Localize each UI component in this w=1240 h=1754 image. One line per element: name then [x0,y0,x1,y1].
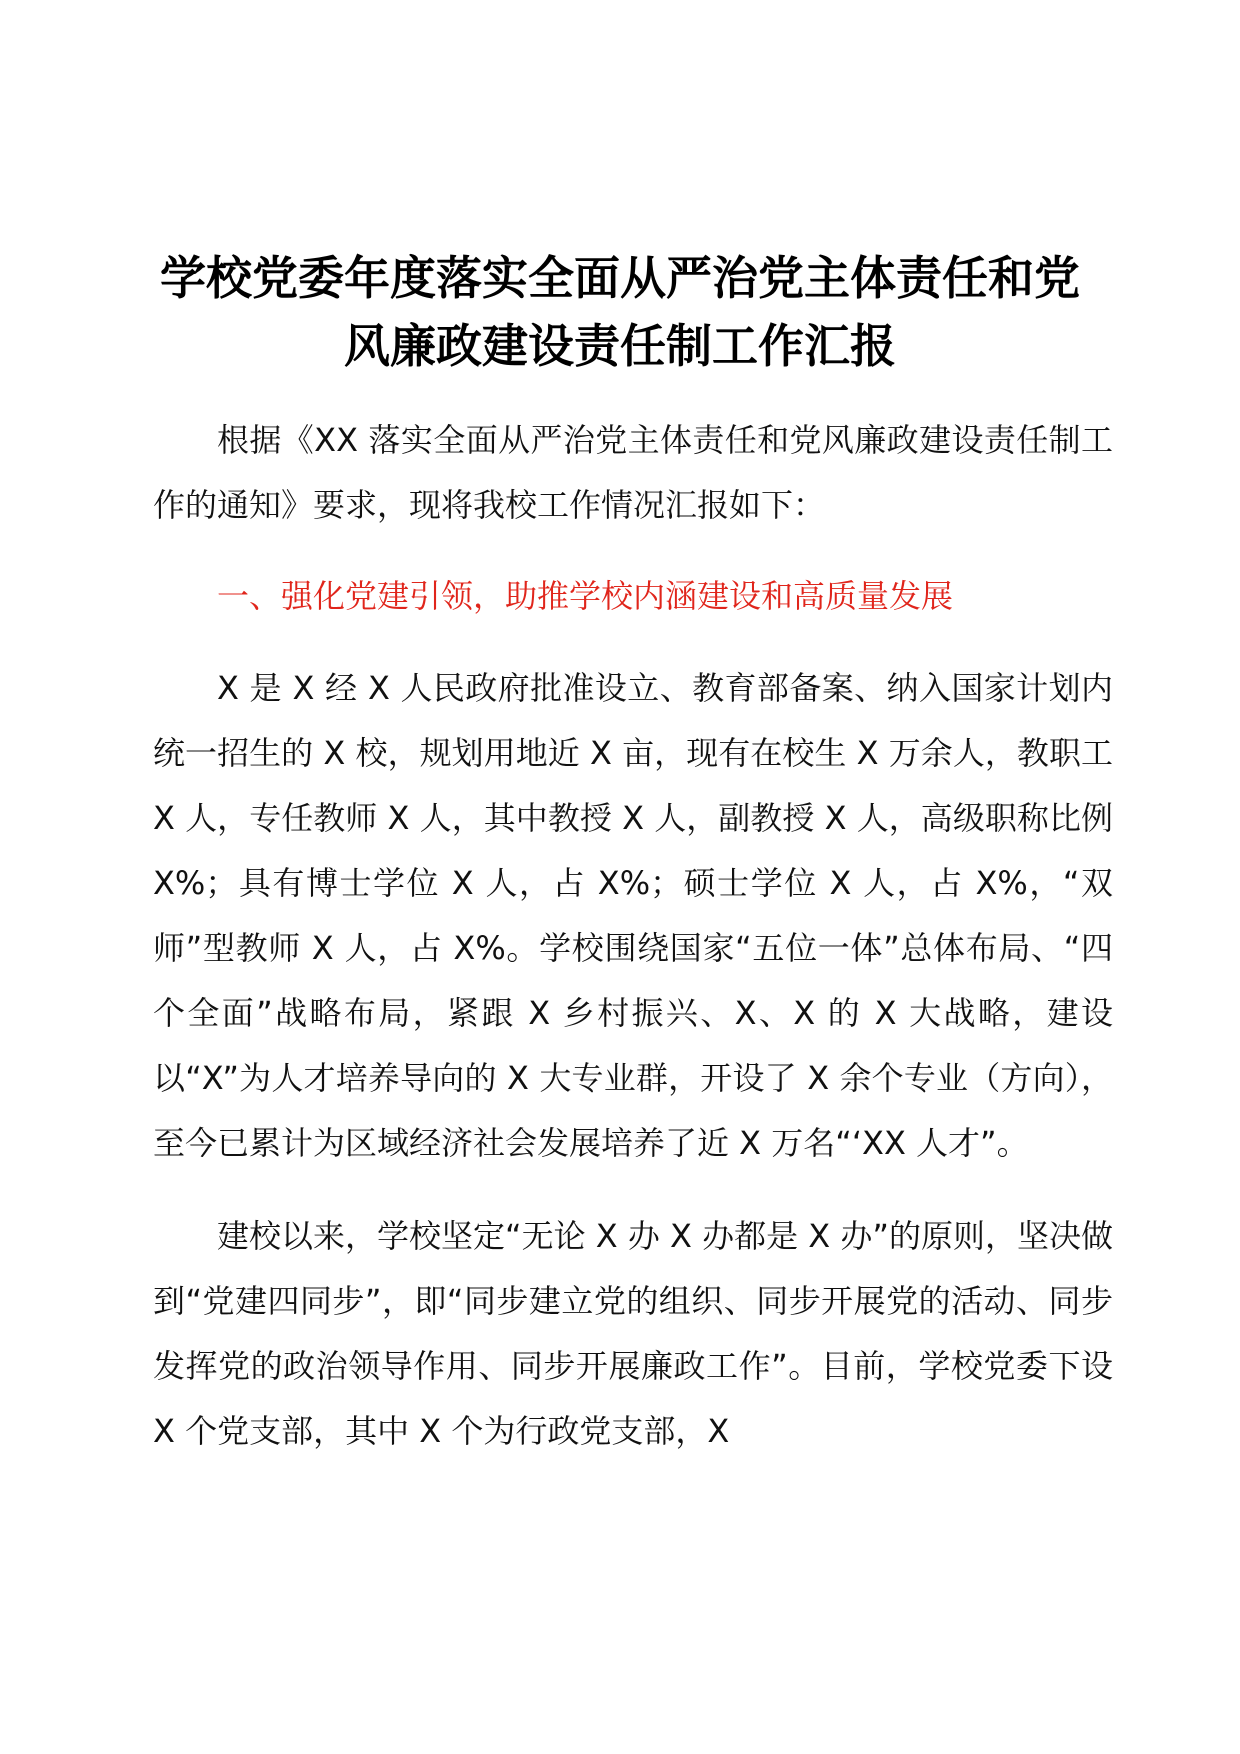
intro-paragraph: 根据《XX 落实全面从严治党主体责任和党风廉政建设责任制工作的通知》要求，现将我校工作情况汇报如下： [153,421,1113,524]
title-line-1: 学校党委年度落实全面从严治党主体责任和党 [160,251,1080,305]
title-line-2: 风廉政建设责任制工作汇报 [344,319,896,373]
document-body [153,408,1113,1492]
body-paragraph-2: 建校以来，学校坚定“无论 X 办 X 办都是 X 办”的原则，坚决做到“党建四同步”，即“同步建立党的组织、同步开展党的活动、同步发挥党的政治领导作用、同步开展廉政工作”。目前，学校党委下设 X 个党支部，其中 X 个为行政党支部，X [153,1217,1113,1450]
section-heading-1: 一、强化党建引领，助推学校内涵建设和高质量发展 [217,577,954,615]
document-title [140,244,1100,380]
body-paragraph-1: X 是 X 经 X 人民政府批准设立、教育部备案、纳入国家计划内统一招生的 X 校，规划用地近 X 亩，现有在校生 X 万余人，教职工 X 人，专任教师 X 人，其中教授 X 人，副教授 X 人，高级职称比例 X%；具有博士学位 X 人，占 X%；硕士学位 X 人，占 X%，“双师”型教师 X 人，占 X%。学校围绕国家“五位一体”总体布局、“四个全面”战略布局，紧跟 X 乡村振兴、X、X 的 X 大战略，建设以“X”为人才培养导向的 X 大专业群，开设了 X 余个专业（方向），至今已累计为区域经济社会发展培养了近 X 万名“‘XX 人才”。 [153,669,1113,1162]
